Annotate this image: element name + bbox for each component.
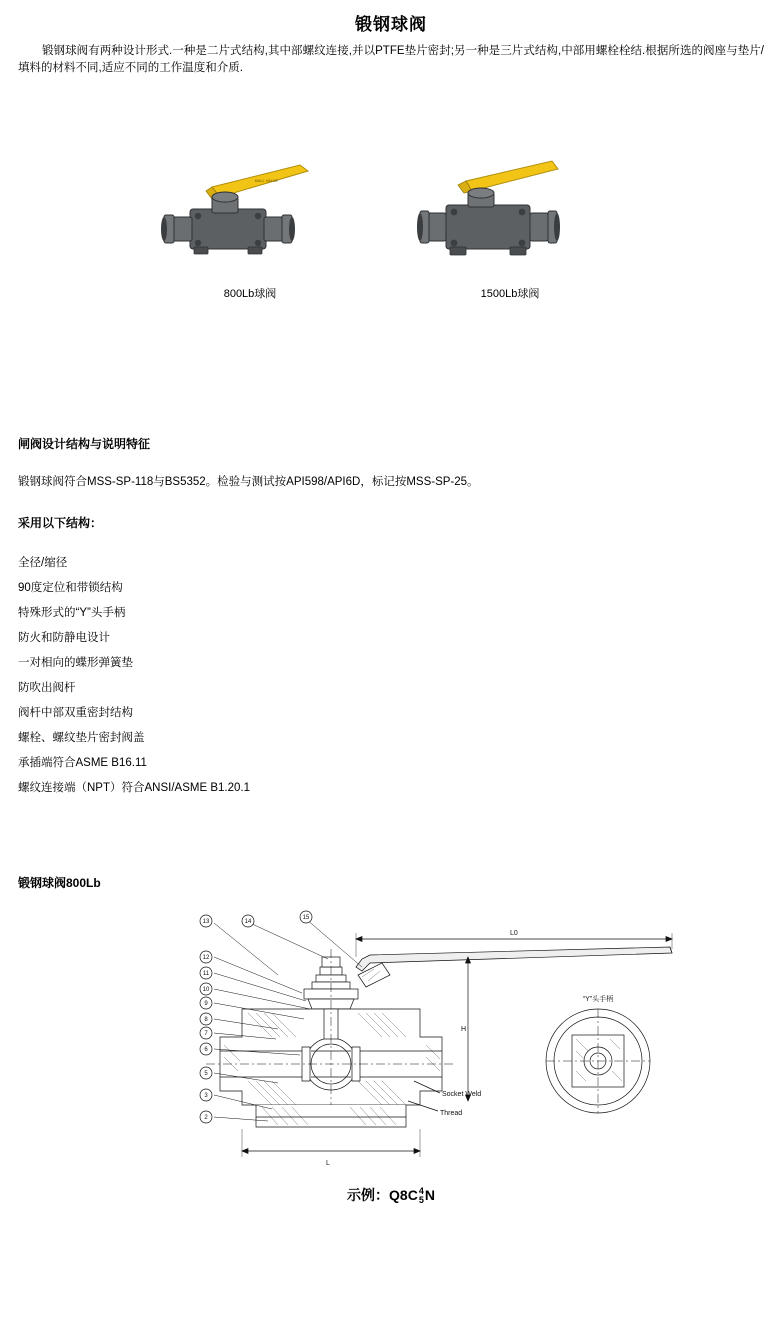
callout-14: 14 [244,919,252,925]
photo-block-1500lb [400,147,620,301]
example-fraction [419,1187,424,1205]
list-item: 特殊形式的“Y”头手柄 [18,607,126,619]
list-item: 阀杆中部双重密封结构 [18,707,133,719]
callout-10: 10 [202,987,210,993]
features-heading: 采用以下结构： [18,516,103,530]
dimension-l0-label: L0 [510,930,518,937]
label-thread: Thread [440,1110,463,1117]
list-item: 一对相向的蝶形弹簧垫 [18,657,133,669]
photo-block-800lb [140,147,360,301]
callout-5: 5 [204,1071,208,1077]
callout-15: 15 [302,915,310,921]
example-code-b: N [424,1186,435,1203]
intro-paragraph: 锻钢球阀有两种设计形式.一种是二片式结构,其中部螺纹连接,并以PTFE垫片密封;另一种是三片式结构,中部用螺栓栓结.根据所选的阀座与垫片/填料的材料不同,适应不同的工作温度和介质. [18,45,764,74]
list-item: 螺纹连接端（NPT）符合ANSI/ASME B1.20.1 [18,782,250,794]
photo-caption-1500lb: 1500Lb球阀 [480,288,540,300]
list-item: 防吹出阀杆 [18,682,76,694]
section-heading-design: 闸阀设计结构与说明特征 [18,437,151,451]
valve-cross-section-drawing [10,905,772,1175]
ball-valve-1500lb-image [410,147,610,267]
technical-drawing [10,905,772,1205]
label-socket-weld: Socket Weld [442,1091,482,1098]
callout-6: 6 [204,1047,208,1053]
callout-3: 3 [204,1093,208,1099]
dimension-h-label: H [461,1026,467,1033]
list-item: 螺栓、螺纹垫片密封阀盖 [18,732,145,744]
example-code-a: Q8C [389,1186,418,1203]
document-page [0,10,782,1323]
callout-2: 2 [204,1115,208,1121]
svg-text:BALL VALVE: BALL VALVE [255,178,279,183]
example-frac-denominator: 5 [418,1195,424,1205]
callout-12: 12 [202,955,210,961]
callout-13: 13 [202,919,210,925]
drawing-heading: 锻钢球阀800Lb [18,876,101,890]
callout-7: 7 [204,1031,208,1037]
features-list [10,555,772,796]
ball-valve-800lb-image [150,147,350,267]
example-prefix: 示例： [347,1186,390,1203]
label-y-handle: “Y”头手柄 [582,996,614,1003]
callout-8: 8 [204,1017,208,1023]
list-item: 承插端符合ASME B16.11 [18,757,147,769]
list-item: 防火和防静电设计 [18,632,110,644]
callout-11: 11 [202,971,210,977]
list-item: 90度定位和带锁结构 [18,582,123,594]
standards-paragraph: 锻钢球阀符合MSS-SP-118与BS5352。检验与测试按API598/API6D，标记按MSS-SP-25。 [18,476,479,488]
dimension-l-label: L [326,1160,330,1167]
list-item: 全径/缩径 [18,557,68,569]
example-code [10,1185,772,1205]
photo-caption-800lb: 800Lb球阀 [223,288,277,300]
example-frac-numerator: 4 [418,1186,424,1196]
page-title: 锻钢球阀 [355,15,427,34]
callout-9: 9 [204,1001,208,1007]
product-photos [10,147,772,417]
